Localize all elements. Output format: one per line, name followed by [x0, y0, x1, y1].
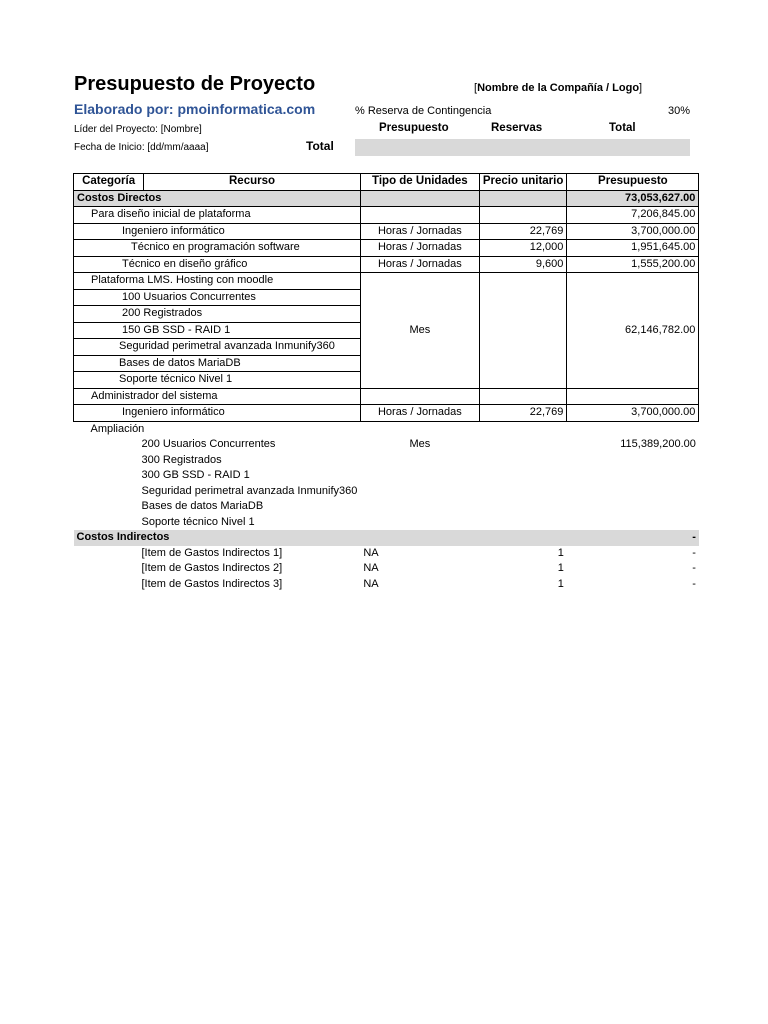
budget-cell[interactable]: 62,146,782.00 [567, 273, 699, 389]
contingency-value[interactable]: 30% [668, 105, 691, 117]
col-header-presupuesto: Presupuesto [567, 174, 699, 191]
empty-cell [360, 499, 479, 515]
group-row-plataforma [74, 273, 699, 290]
budget-cell[interactable]: 3,700,000.00 [567, 223, 699, 240]
unit-type-cell[interactable]: NA [363, 577, 379, 590]
bracket-close: ] [639, 82, 643, 94]
resource-cell[interactable]: Técnico en programación software [74, 240, 361, 257]
table-row [74, 468, 699, 484]
empty-cell [360, 515, 479, 531]
group-label: Administrador del sistema [74, 388, 361, 405]
unit-price-cell[interactable]: 1 [557, 546, 564, 559]
empty-cell [567, 388, 699, 405]
budget-cell[interactable]: 3,700,000.00 [567, 405, 699, 422]
resource-cell[interactable]: 150 GB SSD - RAID 1 [74, 322, 361, 339]
table-row [74, 256, 699, 273]
empty-cell [567, 421, 699, 437]
company-name: Nombre de la Compañía [477, 82, 603, 94]
unit-price-cell[interactable]: 1 [557, 562, 564, 574]
author-credit: Elaborado por: pmoinformatica.com [74, 101, 316, 117]
page-title: Presupuesto de Proyecto [74, 73, 316, 95]
project-leader[interactable]: Líder del Proyecto: [Nombre] [74, 124, 202, 135]
section-row-costos-directos [74, 190, 699, 207]
group-label: Para diseño inicial de plataforma [74, 207, 361, 224]
resource-cell[interactable]: 300 GB SSD - RAID 1 [141, 469, 250, 481]
section-total[interactable]: 73,053,627.00 [567, 190, 699, 207]
unit-type-cell[interactable]: Horas / Jornadas [360, 256, 479, 273]
table-row [74, 405, 699, 422]
empty-cell [479, 190, 567, 207]
section-row-costos-indirectos [74, 530, 699, 546]
col-header-tipo: Tipo de Unidades [360, 174, 479, 191]
group-row-diseno [74, 207, 699, 224]
unit-price-cell[interactable]: 9,600 [479, 256, 567, 273]
resource-cell[interactable]: [Item de Gastos Indirectos 1] [141, 546, 283, 559]
empty-cell [360, 530, 479, 546]
empty-cell [360, 453, 479, 469]
empty-cell [360, 421, 479, 437]
empty-cell [567, 484, 699, 500]
resource-cell[interactable]: Ingeniero informático [74, 405, 361, 422]
budget-cell[interactable]: 115,389,200.00 [620, 438, 696, 450]
unit-type-cell[interactable]: Mes [409, 438, 431, 450]
unit-price-cell[interactable]: 22,769 [479, 223, 567, 240]
company-placeholder [474, 82, 642, 94]
unit-price-cell[interactable]: 1 [557, 577, 564, 590]
unit-type-cell[interactable]: Horas / Jornadas [360, 405, 479, 422]
resource-cell[interactable]: 200 Usuarios Concurrentes [141, 438, 276, 450]
group-row-admin [74, 388, 699, 405]
empty-cell [567, 515, 699, 531]
resource-cell[interactable]: [Item de Gastos Indirectos 3] [141, 577, 283, 590]
empty-cell [479, 421, 567, 437]
group-row-ampliacion [74, 421, 699, 437]
table-row [74, 546, 699, 562]
table-row [74, 499, 699, 515]
table-row [74, 484, 699, 500]
unit-type-cell[interactable]: NA [363, 562, 379, 574]
budget-cell[interactable]: 1,951,645.00 [567, 240, 699, 257]
empty-cell [360, 190, 479, 207]
budget-cell[interactable]: - [692, 577, 696, 590]
group-total[interactable]: 7,206,845.00 [567, 207, 699, 224]
company-separator: / [602, 82, 613, 94]
resource-cell[interactable]: Seguridad perimetral avanzada Inmunify360 [74, 339, 361, 356]
empty-cell [479, 515, 567, 531]
budget-cell[interactable]: - [692, 546, 696, 559]
table-row [74, 561, 699, 577]
unit-type-cell[interactable]: Mes [360, 273, 479, 389]
unit-price-cell[interactable]: 12,000 [479, 240, 567, 257]
table-row [74, 515, 699, 531]
empty-cell [360, 388, 479, 405]
summary-header-presupuesto: Presupuesto [379, 122, 449, 134]
empty-cell [567, 453, 699, 469]
table-row [74, 223, 699, 240]
summary-header-reservas: Reservas [491, 122, 543, 134]
col-header-recurso: Recurso [144, 174, 361, 191]
table-header-row [74, 174, 699, 191]
group-label: Ampliación [90, 422, 145, 435]
bracket-open: [ [474, 82, 478, 94]
resource-cell[interactable]: Soporte técnico Nivel 1 [141, 515, 255, 528]
resource-cell[interactable]: Ingeniero informático [74, 223, 361, 240]
empty-cell [479, 388, 567, 405]
empty-cell [360, 207, 479, 224]
summary-header-total: Total [609, 122, 636, 134]
contingency-label: % Reserva de Contingencia [355, 105, 492, 117]
section-label: Costos Indirectos [74, 530, 361, 546]
col-header-precio: Precio unitario [479, 174, 567, 191]
resource-cell[interactable]: Soporte técnico Nivel 1 [74, 372, 361, 389]
resource-cell[interactable]: 300 Registrados [141, 453, 222, 466]
resource-cell[interactable]: 200 Registrados [74, 306, 361, 323]
empty-cell [479, 530, 567, 546]
col-header-categoria: Categoría [74, 174, 144, 191]
summary-total-cells[interactable] [355, 139, 690, 156]
unit-price-cell[interactable]: 22,769 [479, 405, 567, 422]
summary-total-label: Total [306, 139, 334, 153]
resource-cell[interactable]: Seguridad perimetral avanzada Inmunify360 [141, 484, 358, 497]
table-row [74, 437, 699, 453]
unit-price-cell[interactable] [479, 273, 567, 389]
table-row [74, 577, 699, 593]
unit-type-cell[interactable]: Horas / Jornadas [360, 223, 479, 240]
group-label: Plataforma LMS. Hosting con moodle [74, 273, 361, 290]
empty-cell [479, 468, 567, 484]
empty-cell [479, 499, 567, 515]
table-row [74, 240, 699, 257]
budget-cell[interactable]: 1,555,200.00 [567, 256, 699, 273]
company-logo-text: Logo [612, 82, 640, 94]
budget-table [73, 173, 699, 592]
section-label: Costos Directos [74, 190, 361, 207]
table-row [74, 453, 699, 469]
start-date[interactable]: Fecha de Inicio: [dd/mm/aaaa] [74, 142, 209, 153]
resource-cell[interactable]: Bases de datos MariaDB [141, 500, 264, 512]
budget-cell[interactable]: - [692, 562, 696, 574]
unit-price-cell[interactable] [479, 437, 567, 453]
resource-cell[interactable]: 100 Usuarios Concurrentes [74, 289, 361, 306]
empty-cell [567, 499, 699, 515]
empty-cell [479, 484, 567, 500]
section-total[interactable]: - [567, 530, 699, 546]
resource-cell[interactable]: Bases de datos MariaDB [74, 355, 361, 372]
empty-cell [360, 484, 479, 500]
resource-cell[interactable]: Técnico en diseño gráfico [74, 256, 361, 273]
unit-type-cell[interactable]: NA [363, 546, 379, 559]
empty-cell [479, 453, 567, 469]
empty-cell [567, 468, 699, 484]
empty-cell [360, 468, 479, 484]
empty-cell [479, 207, 567, 224]
resource-cell[interactable]: [Item de Gastos Indirectos 2] [141, 562, 283, 574]
unit-type-cell[interactable]: Horas / Jornadas [360, 240, 479, 257]
